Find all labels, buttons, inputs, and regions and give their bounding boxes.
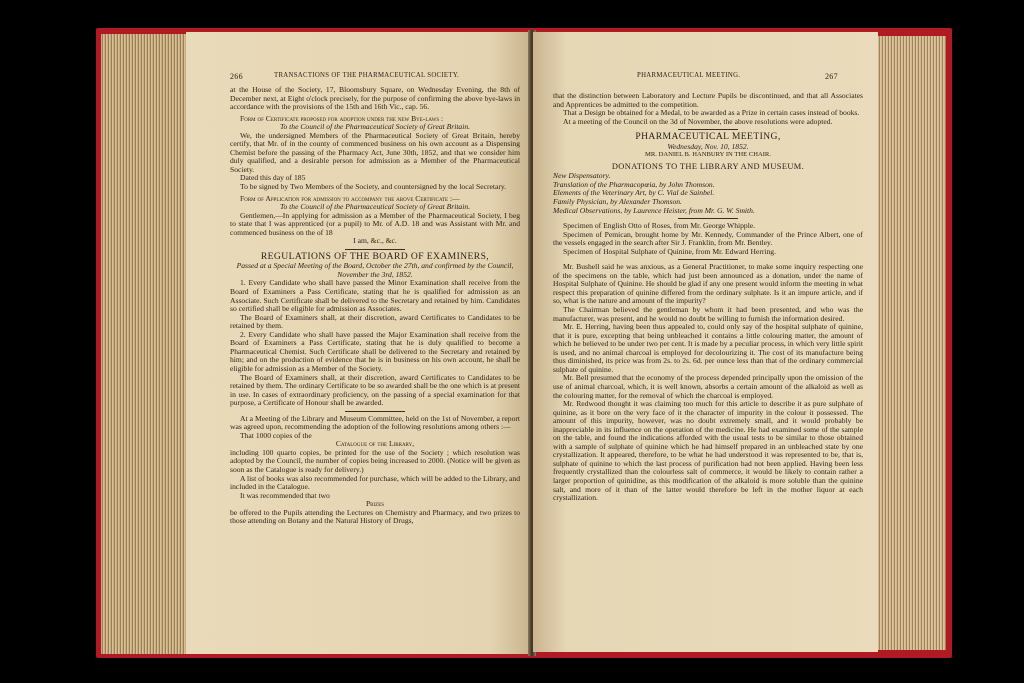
paragraph: Passed at a Special Meeting of the Board, October the 27th, and confirmed by the Council, November the 3rd, 1852.	[236, 261, 514, 279]
paragraph: Mr. Redwood thought it was claiming too much for this article to describe it as pure sulphate of quinine, as it bore on the very face of it the character of impurity in the colour it possessed. The amount of this impurity, however, was no doubt extremely small, and it would probably be inappreciable in its influence on the operation of the medicine. He had examined some of the sample on the table, and found the indications afforded with the usual tests to be similar to those obtained with a sample of sulphate of quinine which he had himself prepared in an unbleached state by one crystallization. It appeared, therefore, to be what he had understood it was represented to be, that is, sulphate of quinine to which the last process of purification had not been applied. Having been less frequently crystallized than the colourless salt of commerce, it would be likely to contain rather a larger proportion of quinidine, as this modification of the alkaloid is more soluble than the quinine salt, and more of it than of the latter would therefore be left in the mother liquor at each crystallization.	[553, 399, 863, 503]
paragraph: Mr. Bell presumed that the economy of the process depended principally upon the omission of the use of animal charcoal, which, it is well known, absorbs a certain amount of the alkaloid as well as the colouring matter, for the removal of which the charcoal is employed.	[553, 373, 863, 400]
section-heading: PHARMACEUTICAL MEETING,	[635, 131, 781, 143]
paragraph: I am, &c., &c.	[353, 236, 397, 246]
paragraph: That 1000 copies of the	[240, 430, 312, 440]
paragraph: Gentlemen,—In applying for admission as a Member of the Pharmaceutical Society, I beg to state that I was apprenticed (or a pupil) to Mr. of A.D. 18 and was Assistant with Mr. and commenced business on the of 18	[230, 210, 520, 237]
page-edges-left	[101, 34, 187, 654]
section-heading: REGULATIONS OF THE BOARD OF EXAMINERS,	[260, 250, 490, 262]
paragraph: Specimen of Hospital Sulphate of Quinine, from Mr. Edward Herring.	[563, 246, 777, 256]
paragraph: To the Council of the Pharmaceutical Society of Great Britain.	[279, 122, 471, 132]
paragraph: at the House of the Society, 17, Bloomsbury Square, on Wednesday Evening, the 8th of December next, at Eight o'clock precisely, for the purpose of confirming the above bye-laws in accordance with the provisions of the 15th and 16th Vic., cap. 56.	[230, 85, 520, 112]
paragraph: Specimen of English Otto of Roses, from Mr. George Whipple.	[563, 221, 756, 231]
paragraph: that the distinction between Laboratory and Lecture Pupils be discontinued, and that all Associates and Apprentices be admitted to the competition.	[553, 91, 863, 109]
paragraph: The Board of Examiners shall, at their discretion, award Certificates to Candidates to be retained by them.	[230, 312, 520, 331]
running-head: TRANSACTIONS OF THE PHARMACEUTICAL SOCIETY.	[274, 72, 460, 79]
page-number: 266	[230, 72, 243, 81]
donation-item: Translation of the Pharmacopœia, by John Thomson.	[553, 179, 715, 189]
right-page-text	[553, 92, 863, 503]
rule	[678, 259, 738, 260]
paragraph: 2. Every Candidate who shall have passed the Major Examination shall receive from the Board of Examiners a Pass Certificate, stating that he is duly qualified to become a Pharmaceutical Chemist. Such Certificate shall be delivered to the Secretary and retained by him; and on the production of evidence that he is in business on his own account, he shall be eligible for admission as a Member of the Society.	[230, 329, 520, 373]
paragraph: To the Council of the Pharmaceutical Society of Great Britain.	[279, 202, 471, 212]
rule	[345, 411, 405, 412]
donation-item: Elements of the Veterinary Art, by C. Vial de Sainbel.	[553, 188, 715, 198]
paragraph: Dated this day of 185	[240, 173, 306, 183]
paragraph: The Board of Examiners shall, at their discretion, award Certificates to Candidates to be retained by them. The ordinary Certificate to be so awarded shall be the one which is at present in use. In cases of extraordinary proficiency, on the passing of a special examination for that purpose, a Certificate of Honour shall be awarded.	[230, 372, 520, 408]
donation-item: Family Physician, by Alexander Thomson.	[553, 197, 682, 207]
paragraph: At a meeting of the Council on the 3d of November, the above resolutions were adopted.	[563, 116, 833, 126]
rule	[678, 129, 738, 130]
left-page-text	[230, 86, 520, 526]
paragraph: To be signed by Two Members of the Society, and countersigned by the local Secretary.	[240, 182, 507, 192]
paragraph: Form of Certificate proposed for adoption under the new Bye-laws :	[240, 113, 444, 123]
paragraph: Form of Application for admission to accompany the above Certificate :—	[240, 193, 460, 203]
paragraph: A list of books was also recommended for purchase, which will be added to the Library, and included in the Catalogue.	[230, 473, 520, 492]
donation-item: New Dispensatory.	[553, 171, 611, 181]
rule	[678, 218, 738, 219]
rule	[345, 249, 405, 250]
paragraph: be offered to the Pupils attending the Lectures on Chemistry and Pharmacy, and two prizes to those attending on Botany and the Natural History of Drugs,	[230, 507, 520, 526]
chair-line: MR. DANIEL B. HANBURY IN THE CHAIR.	[645, 151, 771, 159]
paragraph: We, the undersigned Members of the Pharmaceutical Society of Great Britain, hereby certify, that Mr. of in the county of commenced business on his own account as a Dispensing Chemist before the passing of the Pharmacy Act, June 30th, 1852, and that we consider him duly qualified, and a desirable person for admission as a Member of the Pharmaceutical Society.	[230, 130, 520, 174]
donation-item: Medical Observations, by Laurence Heister, from Mr. G. W. Smith.	[553, 205, 755, 215]
paragraph: Catalogue of the Library,	[335, 439, 415, 449]
paragraph: It was recommended that two	[240, 490, 330, 500]
paragraph: The Chairman believed the gentleman by whom it had been presented, and who was the manufacturer, was present, and he would no doubt be willing to furnish the information desired.	[553, 305, 863, 323]
page-edges-right	[872, 36, 946, 650]
section-heading: DONATIONS TO THE LIBRARY AND MUSEUM.	[611, 161, 805, 171]
paragraph: Mr. Bushell said he was anxious, as a General Practitioner, to make some inquiry respecting one of the specimens on the table, which had just been announced as a donation, under the name of Hospital Sulphate of Quinine. He should be glad if any one present would inform the meeting in what respect this preparation of quinine differed from the ordinary sulphate. Is it an impure article, and if so, what is the nature and amount of the impurity?	[553, 262, 863, 306]
meeting-date: Wednesday, Nov. 10, 1852.	[667, 141, 749, 151]
paragraph: Specimen of Pemican, brought home by Mr. Kennedy, Commander of the Prince Albert, one of the vessels engaged in the search after Sir J. Franklin, from Mr. Bentley.	[553, 229, 863, 248]
paragraph: At a Meeting of the Library and Museum Committee, held on the 1st of November, a report was agreed upon, recommending the adoption of the following resolutions among others :—	[230, 413, 520, 432]
right-page	[533, 32, 878, 652]
left-page	[186, 32, 531, 654]
paragraph: Mr. E. Herring, having been thus appealed to, could only say of the hospital sulphate of quinine, that it is pure, excepting that being unbleached it contains a little colouring matter, the amount of which he believed to be under two per cent. It is made by a peculiar process, in which very little spirit is used, and no animal charcoal is employed for decolourizing it. The cost of its manufacture being thus diminished, its price was from 2s. to 2s. 6d. per ounce less than that of the ordinary commercial sulphate of quinine.	[553, 322, 863, 374]
paragraph: 1. Every Candidate who shall have passed the Minor Examination shall receive from the Board of Examiners a Pass Certificate, stating that he is qualified for admission as an Associate. Such Certificate shall be delivered to the Secretary and retained by him. Candidates so certified shall be eligible for admission as Associates.	[230, 278, 520, 314]
page-number: 267	[825, 72, 838, 81]
running-head: PHARMACEUTICAL MEETING.	[637, 72, 741, 79]
paragraph: including 100 quarto copies, be printed for the use of the Society ; which resolution was adopted by the Council, the number of copies being increased to 2000. (Notice will be given as soon as the Catalogue is ready for delivery.)	[230, 447, 520, 474]
paragraph: That a Design be obtained for a Medal, to be awarded as a Prize in certain cases instead of books.	[563, 108, 860, 118]
paragraph: Prizes	[365, 499, 385, 509]
